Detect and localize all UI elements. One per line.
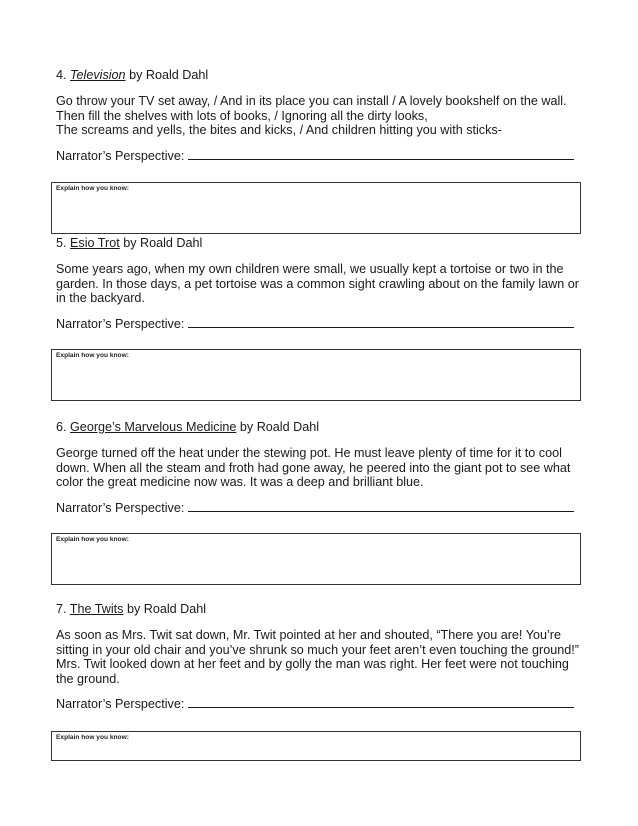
passage-line: Then fill the shelves with lots of books, / Ignoring all the dirty looks, — [56, 108, 428, 123]
explain-label: Explain how you know: — [56, 185, 129, 192]
section-4-perspective — [56, 148, 586, 164]
section-6-perspective — [56, 500, 586, 516]
section-7-title: The Twits — [69, 602, 124, 616]
section-5-perspective — [56, 316, 586, 332]
section-5 — [56, 236, 586, 332]
passage-line: As soon as Mrs. Twit sat down, Mr. Twit pointed at her and shouted, “There you are! You’re — [56, 628, 561, 642]
section-5-passage — [56, 262, 586, 306]
passage-line: The screams and yells, the bites and kicks, / And children hitting you with sticks- — [56, 123, 502, 138]
passage-line: in the backyard. — [56, 291, 145, 306]
section-4-passage — [56, 94, 586, 138]
passage-line: sitting in your old chair and you’ve shrunk so much your feet aren’t even touching the ground!” — [56, 642, 579, 657]
section-6 — [56, 420, 586, 516]
perspective-label: Narrator’s Perspective: — [56, 500, 185, 515]
passage-line: Go throw your TV set away, / And in its place you can install / A lovely bookshelf on the wall. — [56, 94, 567, 108]
perspective-answer-blank[interactable] — [188, 696, 574, 708]
perspective-answer-blank[interactable] — [188, 500, 574, 512]
section-5-title: Esio Trot — [70, 236, 120, 250]
perspective-label: Narrator’s Perspective: — [56, 148, 185, 163]
passage-line: the ground. — [56, 671, 120, 686]
section-5-author: by Roald Dahl — [123, 236, 203, 250]
explain-label: Explain how you know: — [56, 734, 129, 741]
section-7-explain-box[interactable] — [51, 731, 581, 761]
section-7-passage — [56, 628, 586, 686]
section-6-author: by Roald Dahl — [239, 420, 319, 434]
section-6-explain-box[interactable] — [51, 533, 581, 585]
section-5-heading — [56, 236, 586, 251]
section-4-author: by Roald Dahl — [129, 68, 209, 82]
section-5-explain-box[interactable] — [51, 349, 581, 401]
passage-line: Some years ago, when my own children were small, we usually kept a tortoise or two in the — [56, 262, 564, 276]
passage-line: George turned off the heat under the stewing pot. He must leave plenty of time for it to cool — [56, 446, 562, 460]
passage-line: Mrs. Twit looked down at her feet and by golly the man was right. Her feet were not touching — [56, 657, 569, 672]
section-6-passage — [56, 446, 586, 490]
section-6-title: George’s Marvelous Medicine — [70, 420, 237, 434]
section-4-explain-box[interactable] — [51, 182, 581, 234]
passage-line: garden. In those days, a pet tortoise was a common sight crawling about on the family lawn or — [56, 276, 579, 291]
section-7-author: by Roald Dahl — [126, 602, 207, 616]
section-4-number: 4. — [56, 68, 67, 82]
perspective-answer-blank[interactable] — [188, 148, 574, 160]
explain-label: Explain how you know: — [56, 352, 129, 359]
section-7-perspective — [56, 696, 586, 712]
passage-line: color the great medicine now was. It was a deep and brilliant blue. — [56, 475, 424, 490]
section-4 — [56, 68, 586, 164]
section-6-heading — [56, 420, 586, 435]
section-5-number: 5. — [56, 236, 67, 250]
section-4-heading — [56, 68, 586, 83]
section-7-number: 7. — [56, 602, 67, 616]
section-7-heading — [56, 602, 586, 617]
perspective-label: Narrator’s Perspective: — [56, 316, 185, 331]
perspective-answer-blank[interactable] — [188, 316, 574, 328]
section-4-title: Television — [70, 68, 126, 82]
section-6-number: 6. — [56, 420, 67, 434]
passage-line: down. When all the steam and froth had gone away, he peered into the giant pot to see what — [56, 460, 571, 475]
perspective-label: Narrator’s Perspective: — [56, 697, 185, 712]
explain-label: Explain how you know: — [56, 536, 129, 543]
section-7 — [56, 602, 586, 712]
